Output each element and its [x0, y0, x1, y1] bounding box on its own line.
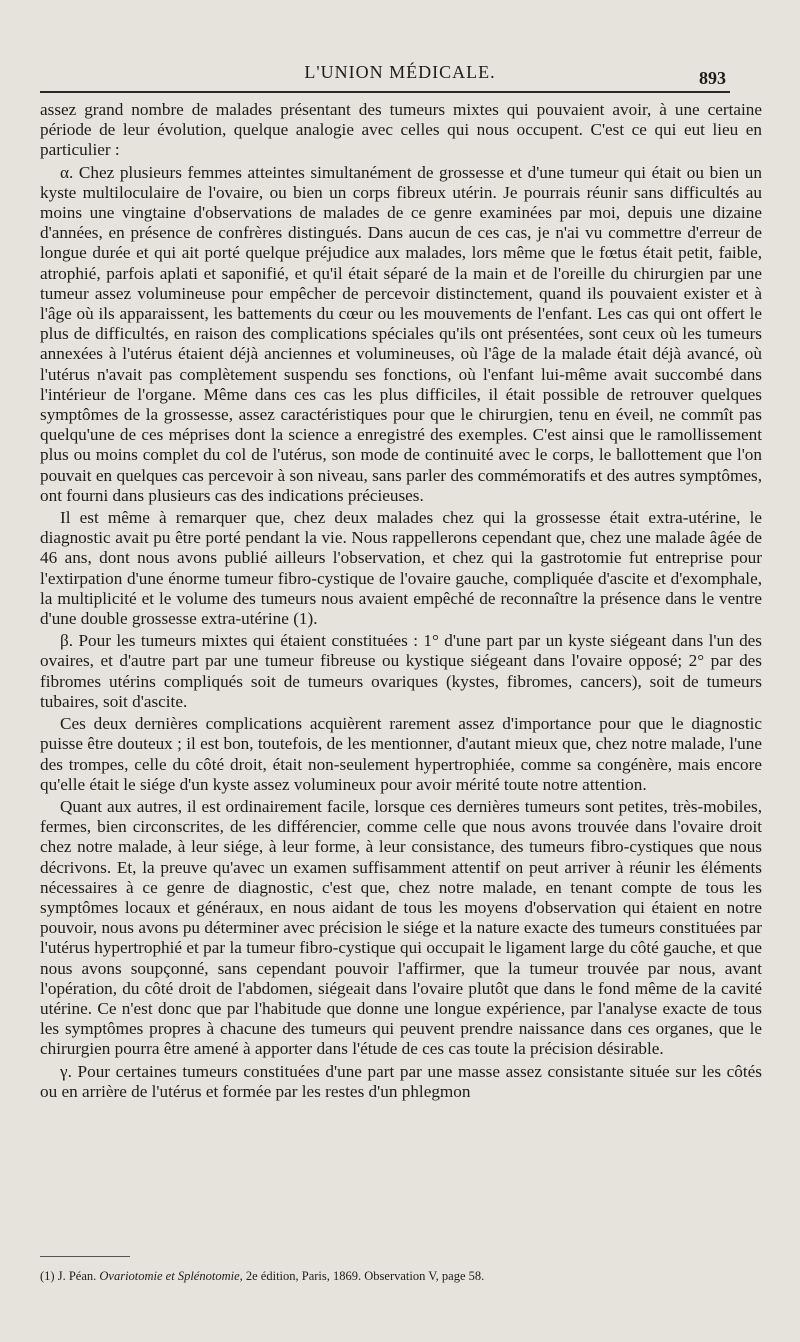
paragraph: Quant aux autres, il est ordinairement facile, lorsque ces dernières tumeurs sont petites, très-mobiles, fermes, bien circonscrites, de les différencier, comme celle que nous avons trouvée dans l'ovaire droit chez notre malade, à leur siége, à leur forme, à leur consistance, des tumeurs fibro-cystiques que nous décrivons. Et, la preuve qu'avec un examen suffisamment attentif on peut arriver à réunir les éléments nécessaires à ce genre de diagnostic, c'est que, chez notre malade, en tenant compte de tous les symptômes locaux et généraux, en nous aidant de tous les moyens d'observation qui étaient en notre pouvoir, nous avons pu déterminer avec précision le siége et la nature exacte des tumeurs constituées par l'utérus hypertrophié et par la tumeur fibro-cystique qui occupait le ligament large du côté gauche, et que nous avons soupçonné, sans cependant pouvoir l'affirmer, que la tumeur trouvée par nous, avant l'opération, du côté droit de l'abdomen, siégeait dans l'ovaire plutôt que dans le fond même de la cavité utérine. Ce n'est donc que par l'habitude que donne une longue expérience, par l'analyse exacte de tous les symptômes propres à chacune des tumeurs qui peuvent prendre naissance dans ces organes, que le chirurgien pourra être amené à apporter dans l'étude de ces cas toute la précision désirable. — [40, 796, 762, 1059]
header-rule — [40, 91, 730, 93]
page-number: 893 — [699, 68, 726, 88]
footnote — [40, 1268, 762, 1284]
footnote-title: Ovariotomie et Splénotomie, — [99, 1269, 246, 1283]
footnote-marker: (1) J. Péan. — [40, 1269, 100, 1283]
footnote-rest: 2e édition, Paris, 1869. Observation V, page 58. — [245, 1269, 485, 1283]
paragraph: γ. Pour certaines tumeurs constituées d'une part par une masse assez consistante située sur les côtés ou en arrière de l'utérus et formée par les restes d'un phlegmon — [40, 1061, 762, 1101]
paragraph: Ces deux dernières complications acquièrent rarement assez d'importance pour que le diagnostic puisse être douteux ; il est bon, toutefois, de les mentionner, d'autant mieux que, chez notre malade, l'une des trompes, celle du côté droit, était non-seulement hypertrophiée, comme sa congénère, mais encore qu'elle était le siége d'un kyste assez volumineux pour avoir mérité toute notre attention. — [40, 714, 762, 794]
body-text — [40, 100, 762, 1104]
page-header — [0, 58, 800, 92]
paragraph: assez grand nombre de malades présentant des tumeurs mixtes qui pouvaient avoir, à une certaine période de leur évolution, quelque analogie avec celles qui nous occupent. C'est ce qui eut lieu en particulier : — [40, 100, 762, 160]
paragraph: α. Chez plusieurs femmes atteintes simultanément de grossesse et d'une tumeur qui était ou bien un kyste multiloculaire de l'ovaire, ou bien un corps fibreux utérin. Je pourrais réunir sans difficultés au moins une vingtaine d'observations de malades de ce genre examinées par moi, depuis une dizaine d'années, en présence de confrères distingués. Dans aucun de ces cas, je n'ai vu commettre d'erreur de longue durée et qui ait porté quelque préjudice aux malades, lors même que le fœtus était petit, faible, atrophié, parfois aplati et saponifié, et qu'il était séparé de la main et de l'oreille du chirurgien par une tumeur assez volumineuse pour empêcher de percevoir distinctement, quand ils pouvaient exister et à l'âge où ils apparaissent, les battements du cœur ou les mouvements de l'enfant. Les cas qui ont offert le plus de difficultés, en raison des complications spéciales qu'ils ont présentées, sont ceux où les tumeurs annexées à l'utérus étaient déjà anciennes et volumineuses, où l'âge de la malade était déjà avancé, où l'utérus n'avait pas complètement suspendu ses fonctions, où l'enfant lui-même avait succombé dans l'intérieur de l'organe. Même dans ces cas les plus difficiles, il était possible de retrouver quelques symptômes de la grossesse, assez caractéristiques pour que le chirurgien, tenu en éveil, ne commît pas quelqu'une de ces méprises dont la science a enregistré des exemples. C'est ainsi que le ramollissement plus ou moins complet du col de l'utérus, son mode de continuité avec le corps, le ballottement que l'on pouvait en quelques cas percevoir à son niveau, sans parler des commémoratifs et des autres symptômes, ont fourni dans plusieurs cas des indications précieuses. — [40, 162, 762, 505]
running-title: L'UNION MÉDICALE. — [304, 62, 496, 82]
paragraph: Il est même à remarquer que, chez deux malades chez qui la grossesse était extra-utérine, le diagnostic avait pu être porté pendant la vie. Nous rappellerons cependant que, chez une malade âgée de 46 ans, dont nous avons publié ailleurs l'observation, et chez qui la gastrotomie fut entreprise pour l'extirpation d'une énorme tumeur fibro-cystique de l'ovaire gauche, compliquée d'ascite et d'exomphale, la multiplicité et le volume des tumeurs nous avaient empêché de reconnaître la présence dans le ventre d'une double grossesse extra-utérine (1). — [40, 508, 762, 629]
paragraph: β. Pour les tumeurs mixtes qui étaient constituées : 1° d'une part par un kyste siégeant dans l'un des ovaires, et d'autre part par une tumeur fibreuse ou kystique siégeant dans l'ovaire opposé; 2° par des fibromes utérins compliqués soit de tumeurs ovariques (kystes, fibromes, cancers), soit de tumeurs tubaires, soit d'ascite. — [40, 631, 762, 711]
footnote-rule — [40, 1256, 130, 1257]
